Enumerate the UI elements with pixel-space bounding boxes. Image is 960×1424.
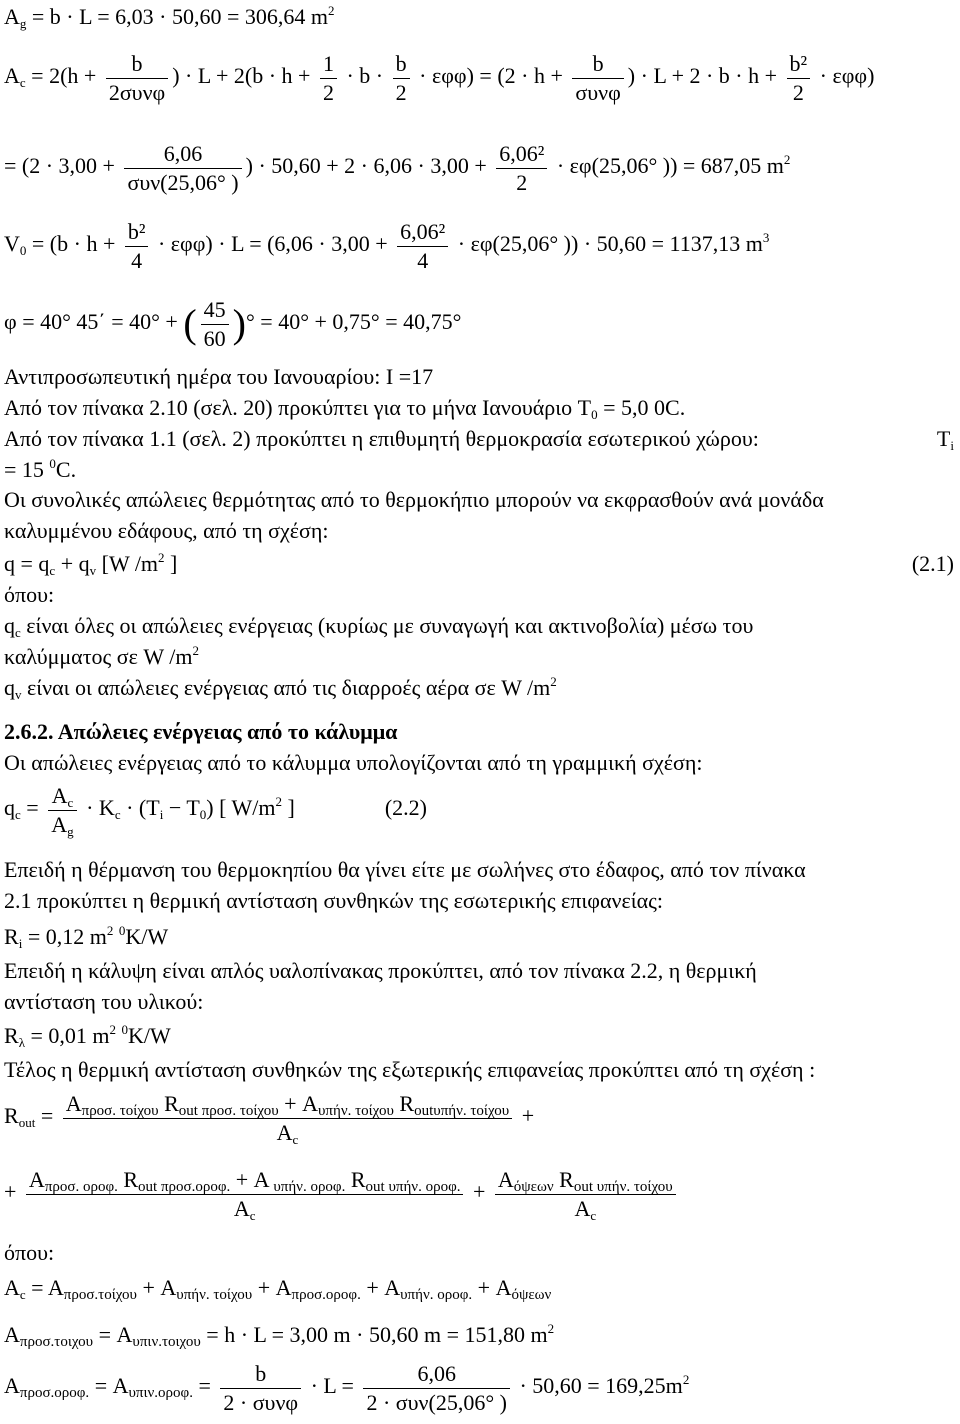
- text: R: [158, 1091, 179, 1116]
- sub: προσ.οροφ.: [157, 1179, 231, 1195]
- fraction-numerator: 1: [320, 50, 337, 79]
- text: Από τον πίνακα 1.1 (σελ. 2) προκύπτει η επιθυμητή θερμοκρασία εσωτερικού χώρου:: [4, 426, 759, 451]
- sup: 0: [121, 1022, 129, 1037]
- text-line: [4, 958, 757, 983]
- fraction-numerator: 6,06²: [397, 218, 448, 247]
- fraction-denominator: 2: [516, 169, 528, 195]
- text: 2.1 προκύπτει η θερμική αντίσταση συνθηκών της εσωτερικής επιφανείας:: [4, 888, 663, 913]
- equation-rl: [4, 1023, 171, 1048]
- text-line: [4, 457, 76, 482]
- eq-part: · εφφ) · L = (6,06 · 3,00 +: [152, 231, 394, 257]
- text: = 0,01 m: [25, 1023, 110, 1048]
- text: όπου:: [4, 1240, 55, 1265]
- text: =: [35, 1103, 59, 1129]
- text: K/W: [128, 1023, 171, 1048]
- sub: υπήν. οροφ.: [400, 1287, 473, 1303]
- text-line: [4, 675, 557, 700]
- sub: 0: [199, 807, 207, 823]
- text: R: [4, 924, 19, 949]
- fraction: [106, 50, 168, 106]
- text: R: [553, 1167, 574, 1192]
- text: = 15: [4, 457, 50, 482]
- fraction: [63, 1090, 513, 1146]
- text-line: [4, 1240, 54, 1265]
- eq-part: q = q: [4, 551, 50, 576]
- text: +: [467, 1179, 491, 1205]
- text: = 5,0: [597, 395, 655, 420]
- fraction-denominator: συν(25,06° ): [127, 169, 239, 195]
- eq-part: = (2 · 3,00 +: [4, 153, 121, 179]
- sub: g: [67, 823, 74, 839]
- text-line: [4, 582, 54, 607]
- text: = A: [89, 1373, 129, 1399]
- equation-a-wall: [4, 1321, 555, 1350]
- text-line: [4, 888, 663, 913]
- sub: προσ.οροφ.: [291, 1287, 361, 1303]
- fraction-denominator: 2: [322, 79, 334, 105]
- text: A: [276, 1119, 293, 1145]
- eq-ag-sub: g: [19, 16, 27, 31]
- left-paren: (: [183, 301, 197, 346]
- fraction-numerator: 6,06²: [496, 140, 547, 169]
- fraction: [363, 1360, 509, 1416]
- sup: 0: [118, 923, 126, 938]
- text: Επειδή η κάλυψη είναι απλός υαλοπίνακας προκύπτει, από τον πίνακα 2.2, η θερμική: [4, 958, 757, 983]
- text: Οι συνολικές απώλειες θερμότητας από το θερμοκήπιο μπορούν να εκφρασθούν ανά μονάδα: [4, 487, 824, 512]
- sub: προσ.οροφ.: [19, 1385, 90, 1402]
- eq-part: · εφ(25,06° )) · 50,60 = 1137,13 m: [452, 231, 763, 257]
- text: q: [4, 613, 15, 638]
- sup: 2: [109, 1022, 117, 1037]
- text: είναι όλες οι απώλειες ενέργειας (κυρίως με συναγωγή και ακτινοβολία) μέσω του: [20, 613, 754, 638]
- text: Επειδή η θέρμανση του θερμοκηπίου θα γίνει είτε με σωλήνες στο έδαφος, από τον πίνακα: [4, 857, 806, 882]
- fraction-denominator: 2: [792, 79, 804, 105]
- fraction-denominator: 2: [395, 79, 407, 105]
- fraction-numerator: 45: [201, 296, 229, 325]
- text: =: [192, 1373, 217, 1399]
- text: 2.6.2. Απώλειες ενέργειας από το κάλυμμα: [4, 719, 398, 744]
- eq-ag-symbol: A: [4, 4, 20, 29]
- sub: v: [15, 687, 22, 702]
- fraction: [787, 50, 811, 106]
- eq-part: ) [ W/m: [206, 795, 276, 821]
- eq-part: = (b · h +: [26, 231, 121, 257]
- text: A: [4, 1322, 20, 1347]
- equation-v0: [4, 218, 769, 274]
- equation-a-roof: [4, 1360, 689, 1416]
- sub: i: [159, 807, 164, 823]
- sub: c: [590, 1207, 597, 1223]
- equation-number: (2.1): [911, 551, 954, 576]
- eq-ac-part: · εφφ) = (2 · h +: [413, 63, 569, 89]
- text: · L =: [305, 1373, 360, 1399]
- sub: υπήν. οροφ.: [269, 1179, 346, 1195]
- eq-part: + q: [55, 551, 90, 576]
- fraction-denominator: [26, 1195, 464, 1223]
- text: A: [51, 811, 68, 837]
- sub: προσ. τοίχου: [81, 1103, 159, 1119]
- eq-part: φ = 40° 45΄ = 40° +: [4, 309, 184, 335]
- sub: out: [573, 1179, 593, 1195]
- equation-ag: [4, 4, 335, 29]
- fraction: [48, 782, 76, 838]
- text: = A: [93, 1322, 133, 1347]
- equation-ac-sum: [4, 1275, 552, 1303]
- text: R: [345, 1167, 366, 1192]
- sub: c: [15, 625, 21, 640]
- eq-ag-rhs: = b · L = 6,03 · 50,60 = 306,64 m: [26, 4, 328, 29]
- sub: υπήν. τοίχου: [176, 1287, 253, 1303]
- eq-part: q: [4, 795, 15, 821]
- sub: c: [67, 795, 74, 810]
- sub: προσ. οροφ.: [44, 1179, 118, 1195]
- eq-part: ]: [164, 551, 178, 576]
- fraction-numerator: [495, 1166, 676, 1195]
- fraction-denominator: 4: [417, 247, 429, 273]
- fraction-numerator: b: [572, 50, 623, 79]
- equation-ri: [4, 924, 168, 949]
- eq-sup: 2: [783, 152, 791, 168]
- fraction-numerator: b²: [125, 218, 149, 247]
- text-line: [4, 989, 203, 1014]
- sub: προσ. τοίχου: [197, 1103, 279, 1119]
- text: καλύμματος σε W /m: [4, 644, 193, 669]
- eq-sup: 3: [762, 230, 770, 246]
- sup: 2: [158, 550, 165, 565]
- fraction: [220, 1360, 301, 1416]
- sub: λ: [18, 1035, 25, 1050]
- fraction: [124, 140, 241, 196]
- equation-phi: [4, 296, 461, 352]
- sub: out: [18, 1115, 36, 1131]
- text: είναι οι απώλειες ενέργειας από τις διαρροές αέρα σε W /m: [21, 675, 551, 700]
- text: T: [936, 426, 951, 451]
- fraction-denominator: 4: [131, 247, 143, 273]
- text: + A: [360, 1275, 401, 1300]
- equation-ac-general: [4, 50, 874, 106]
- text: αντίσταση του υλικού:: [4, 989, 204, 1014]
- sub: c: [15, 807, 21, 823]
- text-line: [4, 644, 199, 669]
- sub: out: [178, 1103, 198, 1119]
- text-line: [4, 857, 806, 882]
- text: K/W: [125, 924, 169, 949]
- fraction-denominator: 2 · συνφ: [223, 1389, 299, 1415]
- text-line: [4, 395, 685, 420]
- text: + A: [230, 1167, 270, 1192]
- fraction-numerator: 6,06: [363, 1360, 509, 1389]
- sub: υπήν. οροφ.: [384, 1179, 461, 1195]
- sub: out: [414, 1103, 434, 1119]
- text: A: [65, 1091, 82, 1116]
- fraction: [495, 1166, 676, 1222]
- eq-part: ]: [282, 795, 295, 821]
- sub: out: [365, 1179, 385, 1195]
- text: +: [516, 1103, 535, 1129]
- fraction: [496, 140, 547, 196]
- text: Από τον πίνακα 2.10 (σελ. 20) προκύπτει για το μήνα Ιανουάριο T: [4, 395, 592, 420]
- eq-ac-part: · εφφ): [814, 63, 875, 89]
- sup: 2: [682, 1372, 690, 1388]
- fraction: [320, 50, 337, 106]
- text-line: [4, 426, 954, 451]
- eq-part: [W /m: [96, 551, 159, 576]
- sub: υπήν. τοίχου: [317, 1103, 394, 1119]
- equation-ac-numeric: [4, 140, 790, 196]
- sub: υπήν. τοίχου: [433, 1103, 510, 1119]
- text: = 0,12 m: [22, 924, 107, 949]
- equation-2-2: [4, 782, 427, 838]
- fraction-denominator: [63, 1119, 513, 1147]
- text: + A: [472, 1275, 512, 1300]
- text: A: [574, 1195, 591, 1221]
- section-title: [4, 719, 397, 744]
- text: R: [4, 1103, 19, 1129]
- text: A: [28, 1167, 45, 1192]
- text: Αντιπροσωπευτική ημέρα του Ιανουαρίου: I =17: [4, 364, 434, 389]
- fraction-denominator: 60: [203, 325, 226, 351]
- eq-part: ° = 40° + 0,75° = 40,75°: [246, 309, 462, 335]
- fraction: [125, 218, 149, 274]
- text: καλυμμένου εδάφους, από τη σχέση:: [4, 518, 329, 543]
- eq-part: · (T: [120, 795, 160, 821]
- eq-v-sub: 0: [19, 243, 27, 259]
- text: 0C.: [654, 395, 686, 420]
- text: +: [4, 1179, 22, 1205]
- text: = h · L = 3,00 m · 50,60 m = 151,80 m: [200, 1322, 548, 1347]
- fraction: [397, 218, 448, 274]
- sub: προσ.τοιχου: [19, 1334, 94, 1350]
- text-line: [4, 518, 329, 543]
- eq-v-symbol: V: [4, 231, 20, 257]
- sup: 2: [106, 923, 114, 938]
- fraction-numerator: [63, 1090, 513, 1119]
- fraction-numerator: [48, 782, 76, 811]
- text: A: [4, 1373, 20, 1399]
- text: q: [4, 675, 15, 700]
- eq-ac-part: = 2(h +: [25, 63, 102, 89]
- sub: v: [89, 563, 97, 578]
- sub: i: [18, 936, 23, 951]
- sub: c: [249, 1207, 256, 1223]
- sub: όψεων: [511, 1287, 552, 1303]
- text: R: [4, 1023, 19, 1048]
- sub: c: [292, 1131, 299, 1147]
- fraction: [393, 50, 410, 106]
- eq-part: ) · 50,60 + 2 · 6,06 · 3,00 +: [245, 153, 493, 179]
- eq-ac-sub: c: [19, 75, 26, 91]
- sup: 2: [550, 674, 557, 689]
- text: A: [497, 1167, 514, 1192]
- eq-ac-symbol: A: [4, 63, 20, 89]
- fraction-denominator: [48, 811, 76, 839]
- fraction-numerator: b: [393, 50, 410, 79]
- text-line: [4, 364, 433, 389]
- text: Οι απώλειες ενέργειας από το κάλυμμα υπολογίζονται από τη γραμμική σχέση:: [4, 750, 703, 775]
- right-paren: ): [232, 301, 246, 346]
- eq-part: =: [20, 795, 45, 821]
- eq-part: − T: [163, 795, 200, 821]
- text-line: [4, 487, 824, 512]
- eq-ac-part: ) · L + 2(b · h +: [172, 63, 316, 89]
- text-line: [4, 750, 703, 775]
- eq-part: · εφ(25,06° )) = 687,05 m: [551, 153, 784, 179]
- text: A: [233, 1195, 250, 1221]
- fraction-numerator: b: [220, 1360, 301, 1389]
- sub: c: [19, 1287, 26, 1302]
- equation-number: (2.2): [384, 795, 427, 821]
- text-line: [4, 613, 753, 638]
- sup: 2: [275, 794, 283, 810]
- fraction: [201, 296, 229, 352]
- sup: 0: [49, 456, 56, 471]
- text: όπου:: [4, 582, 55, 607]
- fraction: [572, 50, 623, 106]
- equation-rout-1: [4, 1090, 954, 1146]
- sub: προσ.τοίχου: [63, 1287, 137, 1303]
- eq-part: · K: [80, 795, 115, 821]
- text: Τέλος η θερμική αντίσταση συνθηκών της εξωτερικής επιφανείας προκύπτει από τη σχέση :: [4, 1057, 816, 1082]
- text: + A: [278, 1091, 318, 1116]
- sup: 2: [192, 643, 199, 658]
- text: + A: [252, 1275, 292, 1300]
- sub: υπήν. τοίχου: [593, 1179, 673, 1195]
- text-line: [4, 1057, 815, 1082]
- text: R: [117, 1167, 139, 1192]
- sub: όψεων: [513, 1179, 554, 1195]
- text: = A: [25, 1275, 64, 1300]
- equation-rout-2: [4, 1166, 680, 1222]
- text: R: [393, 1091, 415, 1116]
- sub: υπιν.τοιχου: [132, 1334, 201, 1350]
- text: A: [4, 1275, 20, 1300]
- sub: i: [950, 438, 954, 453]
- fraction-numerator: [26, 1166, 464, 1195]
- text: + A: [136, 1275, 177, 1300]
- fraction: [26, 1166, 464, 1222]
- text: C.: [55, 457, 77, 482]
- fraction-denominator: 2 · συν(25,06° ): [366, 1389, 507, 1415]
- sub: c: [49, 563, 56, 578]
- text: A: [51, 783, 68, 808]
- fraction-numerator: b: [106, 50, 168, 79]
- sub: 0: [591, 407, 598, 422]
- fraction-denominator: [495, 1195, 676, 1223]
- eq-ag-sup: 2: [328, 3, 335, 18]
- text: · 50,60 = 169,25m: [513, 1373, 683, 1399]
- sub: υπιν.οροφ.: [128, 1385, 193, 1402]
- equation-2-1: [4, 551, 954, 576]
- eq-ac-part: ) · L + 2 · b · h +: [627, 63, 783, 89]
- fraction-denominator: 2συνφ: [108, 79, 166, 105]
- eq-ac-part: · b ·: [340, 63, 389, 89]
- fraction-numerator: b²: [787, 50, 811, 79]
- sub: out: [138, 1179, 158, 1195]
- fraction-numerator: 6,06: [124, 140, 241, 169]
- sub: c: [114, 807, 121, 823]
- sup: 2: [547, 1321, 555, 1336]
- fraction-denominator: συνφ: [575, 79, 621, 105]
